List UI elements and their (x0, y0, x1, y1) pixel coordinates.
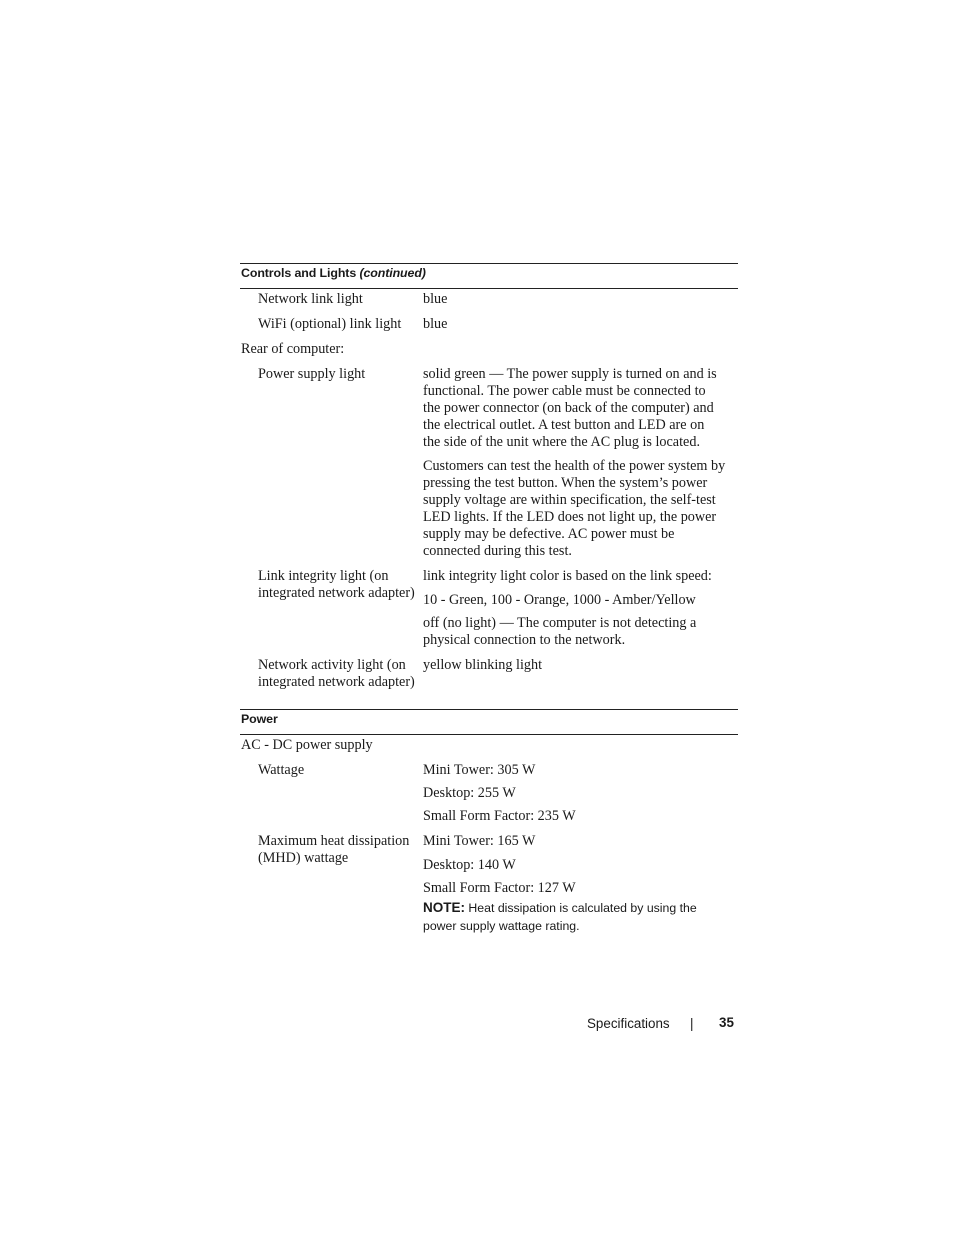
text-line: physical connection to the network. (423, 632, 626, 648)
network-link-label: Network link light (258, 291, 363, 307)
power-supply-paragraph-2 (423, 458, 738, 560)
wifi-label: WiFi (optional) link light (258, 316, 402, 332)
footer-separator: | (690, 1016, 694, 1031)
power-supply-paragraph-1 (423, 366, 738, 451)
text-line: connected during this test. (423, 543, 572, 559)
footer-section: Specifications (587, 1016, 670, 1031)
text-line: Network activity light (on (258, 657, 406, 673)
section-heading-power: Power (241, 712, 278, 726)
acdc-label: AC - DC power supply (241, 737, 373, 753)
link-integrity-value-1: link integrity light color is based on the link speed: (423, 568, 712, 584)
section-heading-controls (241, 266, 426, 280)
bottom-rule-controls (240, 288, 738, 289)
note (423, 899, 738, 935)
text-line: pressing the test button. When the system’s power (423, 475, 708, 491)
text-line: Customers can test the health of the power system by (423, 458, 726, 474)
rear-label: Rear of computer: (241, 341, 345, 357)
wifi-value: blue (423, 316, 448, 332)
text-line: LED lights. If the LED does not light up, the power (423, 509, 717, 525)
wattage-value-mini-tower: Mini Tower: 305 W (423, 762, 536, 778)
text-line: the electrical outlet. A test button and LED are on (423, 417, 705, 433)
top-rule-power (240, 709, 738, 710)
text-line: integrated network adapter) (258, 585, 415, 601)
note-line-2: power supply wattage rating. (423, 919, 580, 933)
note-line-1 (423, 899, 738, 917)
network-activity-value: yellow blinking light (423, 657, 543, 673)
text-line: the side of the unit where the AC plug is located. (423, 434, 700, 450)
bottom-rule-power (240, 734, 738, 735)
page-number: 35 (719, 1015, 734, 1030)
section-title: Controls and Lights (241, 266, 357, 280)
wattage-label: Wattage (258, 762, 305, 778)
text-line: Link integrity light (on (258, 568, 389, 584)
text-line: integrated network adapter) (258, 674, 415, 690)
link-integrity-value-3 (423, 615, 738, 649)
wattage-value-sff: Small Form Factor: 235 W (423, 808, 576, 824)
text-line: supply voltage are within specification, the self-test (423, 492, 716, 508)
text-line: functional. The power cable must be connected to (423, 383, 706, 399)
mhd-label (258, 833, 420, 867)
network-link-value: blue (423, 291, 448, 307)
text-line: supply may be defective. AC power must be (423, 526, 675, 542)
note-label: NOTE: (423, 900, 465, 915)
wattage-value-desktop: Desktop: 255 W (423, 785, 516, 801)
text-line: (MHD) wattage (258, 850, 349, 866)
text-line: solid green — The power supply is turned on and is (423, 366, 717, 382)
text-line: the power connector (on back of the computer) and (423, 400, 714, 416)
text-line: Maximum heat dissipation (258, 833, 410, 849)
section-title-suffix: (continued) (359, 266, 426, 280)
network-activity-label (258, 657, 420, 691)
link-integrity-value-2: 10 - Green, 100 - Orange, 1000 - Amber/Yellow (423, 592, 696, 608)
note-text: Heat dissipation is calculated by using the (468, 901, 697, 915)
mhd-value-sff: Small Form Factor: 127 W (423, 880, 576, 896)
text-line: off (no light) — The computer is not detecting a (423, 615, 697, 631)
mhd-value-desktop: Desktop: 140 W (423, 857, 516, 873)
power-supply-label: Power supply light (258, 366, 366, 382)
link-integrity-label (258, 568, 420, 602)
mhd-value-mini-tower: Mini Tower: 165 W (423, 833, 536, 849)
top-rule-controls (240, 263, 738, 264)
